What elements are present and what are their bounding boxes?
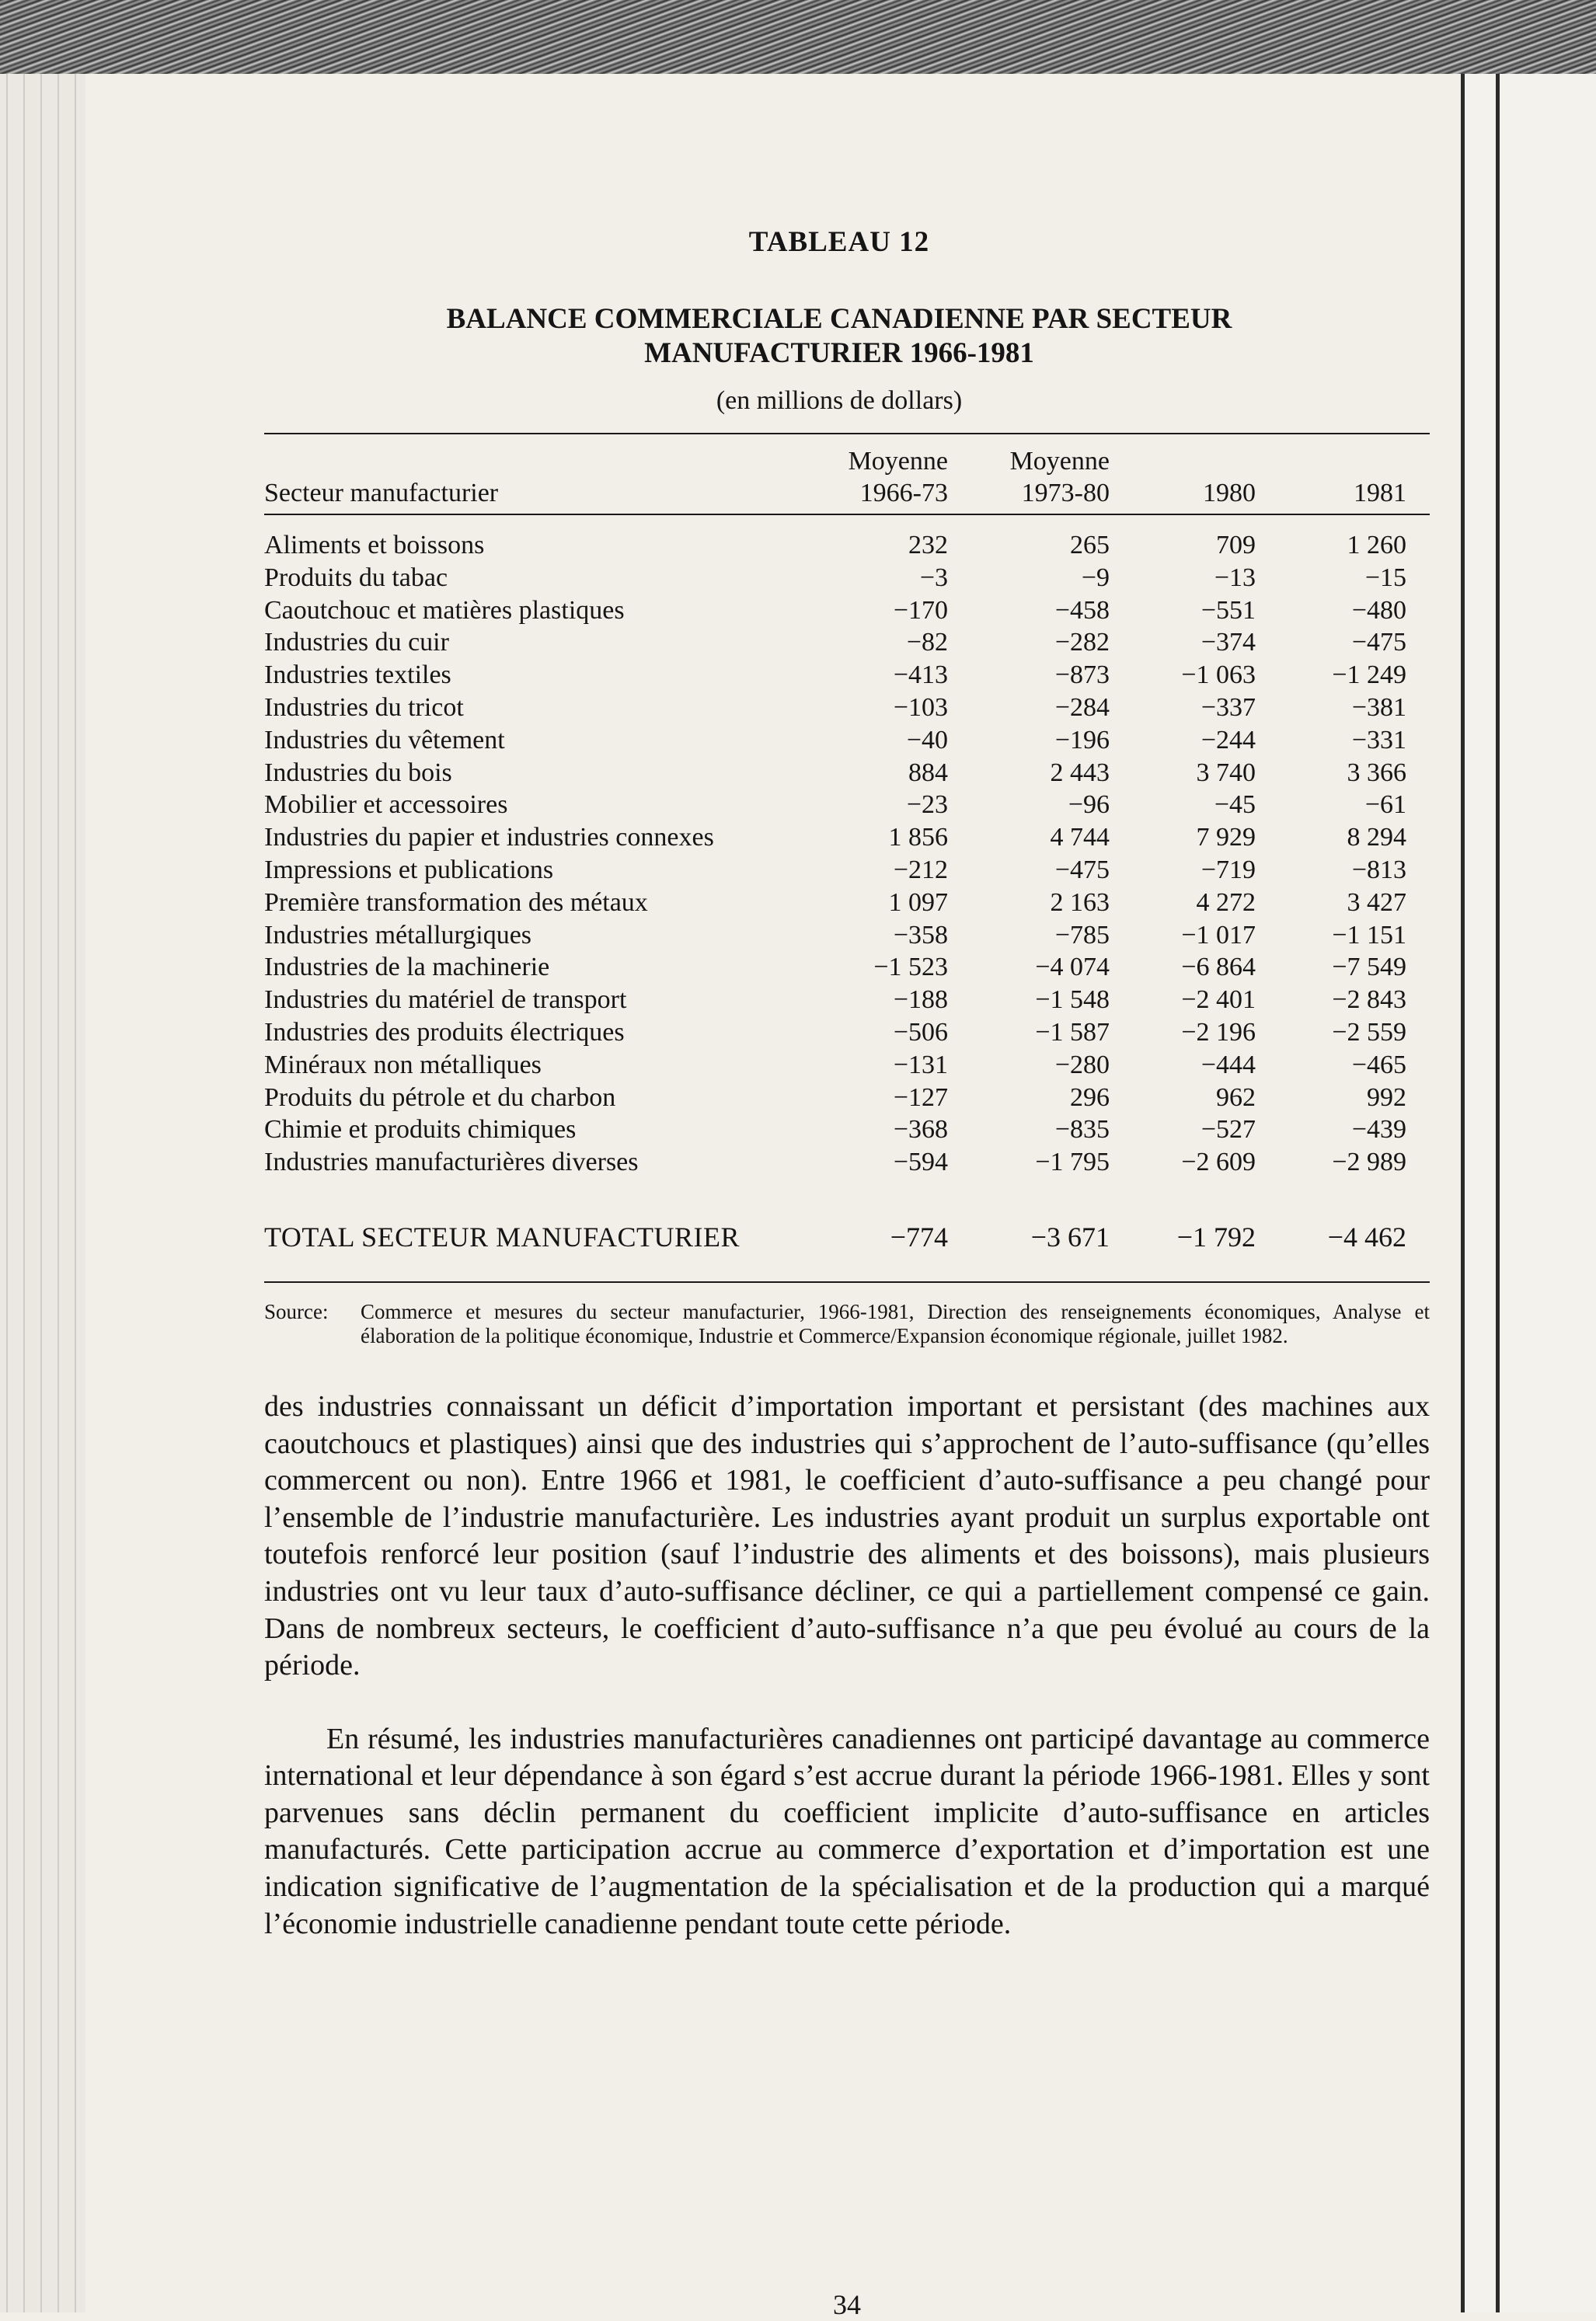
- table-row: [264, 1016, 1430, 1049]
- row-sector-name: Minéraux non métalliques: [264, 1050, 542, 1079]
- row-sector-name: Industries métallurgiques: [264, 920, 532, 950]
- header-col1: Moyenne 1966-73: [848, 447, 948, 507]
- table-source: [264, 1300, 1430, 1348]
- row-sector-name: Industries du bois: [264, 758, 452, 787]
- row-value-v2: 4 744: [1050, 823, 1110, 852]
- table-row: [264, 626, 1430, 659]
- source-label: Source:: [264, 1299, 329, 1323]
- row-sector-name: Caoutchouc et matières plastiques: [264, 595, 625, 625]
- table-body: [264, 529, 1430, 1179]
- row-value-v3: −719: [1200, 855, 1256, 884]
- row-value-v3: −374: [1200, 628, 1256, 657]
- row-value-v3: −244: [1200, 725, 1256, 754]
- row-sector-name: Aliments et boissons: [264, 531, 485, 559]
- page-number: 34: [833, 2289, 861, 2320]
- table-row: [264, 1049, 1430, 1082]
- total-v2: −3 671: [1030, 1221, 1110, 1253]
- row-value-v4: −2 989: [1332, 1148, 1406, 1177]
- header-col4: 1981: [1354, 479, 1406, 507]
- table-row: [264, 594, 1430, 627]
- body-paragraph-1: des industries connaissant un déficit d’importation important et persistant (des machines aux caoutchoucs et plastiques) ainsi que des industries qui s’approchent de l’auto-suffisance (qu’elles commercent ou non). Entre 1966 et 1981, le coefficient d’auto-suffisance a peu changé pour l’ensemble de l’industrie manufacturière. Les industries ayant produit un surplus exportable ont toutefois renforcé leur position (sauf l’industrie des aliments et des boissons), mais plusieurs industries ont vu leur taux d’auto-suffisance décliner, ce qui a partiellement compensé ce gain. Dans de nombreux secteurs, le coefficient d’auto-suffisance n’a que peu évolué au cours de la période.: [264, 1389, 1430, 1682]
- row-sector-name: Impressions et publications: [264, 855, 554, 884]
- table-row: [264, 854, 1430, 887]
- row-value-v2: −96: [1068, 790, 1110, 820]
- source-text: Commerce et mesures du secteur manufacturier, 1966-1981, Direction des renseignements économiques, Analyse et élaboration de la politique économique, Industrie et Commerce/Expansion économique régionale, juillet 1982.: [361, 1299, 1430, 1347]
- row-value-v2: −835: [1054, 1115, 1110, 1145]
- table-number: TABLEAU 12: [748, 226, 930, 258]
- row-value-v4: −7 549: [1332, 953, 1406, 982]
- row-value-v4: −813: [1351, 855, 1406, 884]
- row-value-v2: −873: [1054, 660, 1110, 690]
- row-value-v2: 2 163: [1050, 887, 1110, 917]
- row-value-v4: 992: [1367, 1082, 1406, 1112]
- table-row: [264, 1082, 1430, 1114]
- row-value-v4: −381: [1351, 692, 1406, 722]
- body-paragraph-2: En résumé, les industries manufacturières canadiennes ont participé davantage au commerce international et leur dépendance à son égard s’est accrue durant la période 1966-1981. Elles y sont parvenues sans déclin permanent du coefficient implicite d’auto-suffisance en articles manufacturés. Cette participation accrue au commerce d’exportation et d’importation est une indication significative de l’augmentation de la spécialisation et de la production qui a marqué l’économie industrielle canadienne pendant toute cette période.: [264, 1722, 1430, 1940]
- row-sector-name: Industries du matériel de transport: [264, 985, 627, 1015]
- table-row: [264, 692, 1430, 724]
- row-value-v3: −45: [1214, 790, 1256, 820]
- row-value-v4: −2 843: [1332, 985, 1406, 1015]
- row-value-v3: −1 063: [1181, 660, 1256, 690]
- row-value-v1: 232: [908, 531, 948, 559]
- row-value-v2: 265: [1070, 531, 1110, 559]
- row-sector-name: Industries du vêtement: [264, 725, 505, 754]
- row-value-v3: −527: [1200, 1115, 1256, 1145]
- row-value-v3: −13: [1214, 563, 1256, 592]
- row-value-v2: −9: [1081, 563, 1110, 592]
- row-value-v1: −23: [906, 790, 948, 820]
- row-value-v2: −282: [1054, 628, 1110, 657]
- row-value-v2: 2 443: [1050, 758, 1110, 787]
- row-value-v1: 884: [908, 758, 948, 787]
- row-value-v3: 962: [1216, 1082, 1256, 1112]
- table-row: [264, 1146, 1430, 1179]
- row-value-v4: 8 294: [1347, 823, 1406, 852]
- row-sector-name: Industries du tricot: [264, 692, 464, 722]
- row-sector-name: Produits du pétrole et du charbon: [264, 1082, 616, 1112]
- row-sector-name: Industries de la machinerie: [264, 953, 550, 982]
- row-sector-name: Industries textiles: [264, 660, 451, 690]
- row-value-v1: −127: [893, 1082, 948, 1112]
- table-total: [264, 1179, 1430, 1253]
- total-v3: −1 792: [1176, 1221, 1256, 1253]
- row-value-v4: 1 260: [1347, 531, 1406, 559]
- row-value-v4: −1 249: [1332, 660, 1406, 690]
- row-value-v3: −551: [1200, 595, 1256, 625]
- row-value-v1: −82: [906, 628, 948, 657]
- table-header: [264, 434, 1430, 529]
- table-title-line2: MANUFACTURIER 1966-1981: [644, 337, 1034, 369]
- row-value-v2: −475: [1054, 855, 1110, 884]
- row-value-v4: 3 427: [1347, 887, 1406, 917]
- row-value-v3: −2 609: [1181, 1148, 1256, 1177]
- table-row: [264, 562, 1430, 594]
- row-value-v2: −196: [1054, 725, 1110, 754]
- row-value-v3: −337: [1200, 692, 1256, 722]
- row-value-v1: −40: [906, 725, 948, 754]
- row-value-v2: −1 795: [1035, 1148, 1110, 1177]
- row-value-v1: 1 097: [888, 887, 948, 917]
- scan-left-edge: [0, 74, 85, 2312]
- row-value-v4: 3 366: [1347, 758, 1406, 787]
- row-value-v2: −284: [1054, 692, 1110, 722]
- table-row: [264, 821, 1430, 854]
- header-sector: Secteur manufacturier: [264, 479, 499, 507]
- row-value-v4: −331: [1351, 725, 1406, 754]
- row-value-v4: −475: [1351, 628, 1406, 657]
- table-title: [249, 302, 1430, 371]
- row-value-v3: 4 272: [1196, 887, 1256, 917]
- table-row: [264, 757, 1430, 789]
- row-value-v4: −15: [1364, 563, 1406, 592]
- table-title-line1: BALANCE COMMERCIALE CANADIENNE PAR SECTEUR: [446, 303, 1232, 335]
- table-row: [264, 919, 1430, 952]
- row-value-v4: −439: [1351, 1115, 1406, 1145]
- table-row: [264, 984, 1430, 1016]
- row-value-v3: 709: [1216, 531, 1256, 559]
- row-value-v1: 1 856: [888, 823, 948, 852]
- row-value-v1: −1 523: [873, 953, 948, 982]
- row-value-v4: −2 559: [1332, 1017, 1406, 1047]
- table-row: [264, 951, 1430, 984]
- document-page: [264, 225, 1430, 2320]
- total-v1: −774: [890, 1221, 948, 1253]
- total-v4: −4 462: [1327, 1221, 1406, 1253]
- row-sector-name: Première transformation des métaux: [264, 887, 648, 917]
- total-row: [264, 1179, 1430, 1253]
- row-sector-name: Industries du cuir: [264, 628, 449, 657]
- table-bottom-rule: [264, 1281, 1430, 1283]
- row-value-v3: −444: [1200, 1050, 1256, 1079]
- row-value-v1: −188: [893, 985, 948, 1015]
- row-value-v2: −1 587: [1035, 1017, 1110, 1047]
- row-value-v1: −212: [893, 855, 948, 884]
- row-sector-name: Produits du tabac: [264, 563, 448, 592]
- row-value-v3: −2 196: [1181, 1017, 1256, 1047]
- table-row: [264, 887, 1430, 919]
- scan-right-edge: [1461, 74, 1596, 2312]
- row-value-v3: −1 017: [1181, 920, 1256, 950]
- row-value-v2: −4 074: [1035, 953, 1110, 982]
- row-sector-name: Mobilier et accessoires: [264, 790, 508, 820]
- table-row: [264, 659, 1430, 692]
- row-sector-name: Industries manufacturières diverses: [264, 1148, 639, 1177]
- row-value-v1: −170: [893, 595, 948, 625]
- table-row: [264, 789, 1430, 821]
- row-value-v1: −358: [893, 920, 948, 950]
- row-value-v1: −103: [893, 692, 948, 722]
- row-value-v1: −413: [893, 660, 948, 690]
- row-sector-name: Industries du papier et industries connexes: [264, 823, 714, 852]
- header-col3: 1980: [1203, 479, 1256, 507]
- table-row: [264, 724, 1430, 757]
- table-unit: (en millions de dollars): [716, 386, 963, 415]
- row-sector-name: Industries des produits électriques: [264, 1017, 625, 1047]
- row-value-v2: −280: [1054, 1050, 1110, 1079]
- trade-balance-table: [264, 434, 1430, 1253]
- row-value-v2: −458: [1054, 595, 1110, 625]
- row-value-v3: 7 929: [1196, 823, 1256, 852]
- row-sector-name: Chimie et produits chimiques: [264, 1115, 577, 1145]
- row-value-v3: −6 864: [1181, 953, 1256, 982]
- table-row: [264, 1113, 1430, 1146]
- scan-top-edge: [0, 0, 1596, 74]
- row-value-v3: −2 401: [1181, 985, 1256, 1015]
- row-value-v4: −1 151: [1332, 920, 1406, 950]
- row-value-v2: 296: [1070, 1082, 1110, 1112]
- total-label: TOTAL SECTEUR MANUFACTURIER: [264, 1221, 740, 1253]
- row-value-v1: −506: [893, 1017, 948, 1047]
- header-col2: Moyenne 1973-80: [1009, 447, 1110, 507]
- row-value-v1: −3: [919, 563, 948, 592]
- row-value-v4: −480: [1351, 595, 1406, 625]
- row-value-v1: −131: [893, 1050, 948, 1079]
- row-value-v4: −465: [1351, 1050, 1406, 1079]
- row-value-v2: −1 548: [1035, 985, 1110, 1015]
- table-row: [264, 529, 1430, 562]
- row-value-v1: −594: [893, 1148, 948, 1177]
- row-value-v4: −61: [1364, 790, 1406, 820]
- row-value-v1: −368: [893, 1115, 948, 1145]
- row-value-v3: 3 740: [1196, 758, 1256, 787]
- row-value-v2: −785: [1054, 920, 1110, 950]
